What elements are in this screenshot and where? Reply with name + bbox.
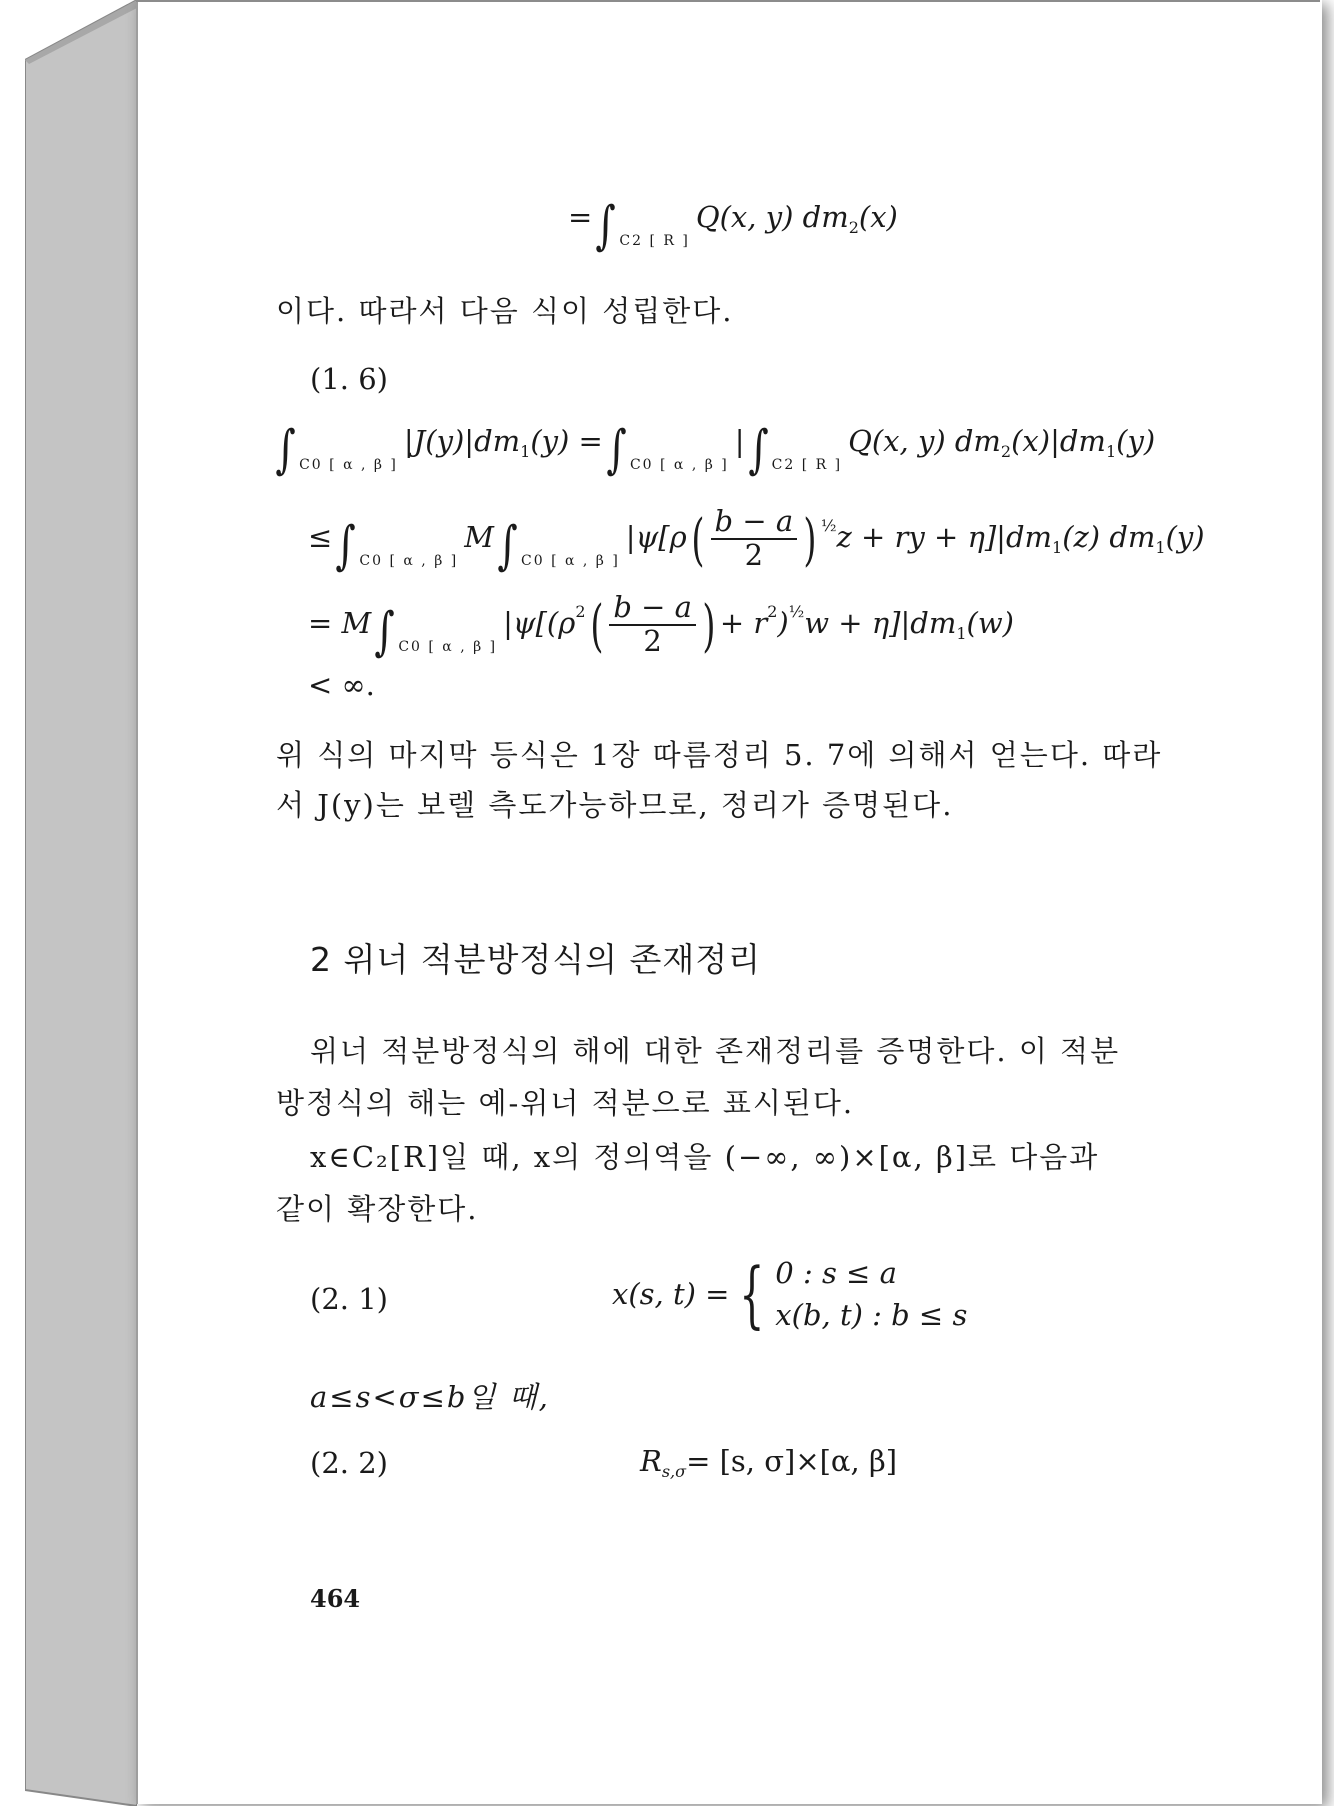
left-paren: (	[691, 507, 705, 573]
integral-domain: C0 [ α , β ]	[398, 638, 498, 655]
equation-label-2-1: (2. 1)	[310, 1282, 388, 1316]
paragraph-5: a≤s<σ≤b일 때,	[310, 1380, 550, 1414]
integral-sign: ∫	[275, 420, 296, 480]
term: |ψ[(ρ	[503, 605, 576, 640]
subscript: s,σ	[661, 1462, 687, 1481]
integral-sign: ∫	[747, 420, 769, 480]
integral-domain: C0 [ α , β ]	[299, 457, 398, 473]
subscript: 2	[848, 218, 859, 237]
integral-sign: ∫	[606, 420, 627, 480]
case-2: x(b, t) : b ≤ s	[775, 1298, 968, 1333]
term: (y) =	[530, 424, 603, 458]
fraction-numerator: b − a	[609, 592, 696, 626]
constant-m: M	[464, 519, 494, 554]
integral-domain: C2 [ R ]	[619, 233, 690, 249]
right-paren: )	[803, 507, 817, 573]
term: + r	[719, 605, 768, 640]
subscript: 1	[1155, 537, 1166, 557]
term: = M	[308, 605, 372, 640]
integral-domain: C2 [ R ]	[771, 457, 843, 473]
term: (x)|dm	[1011, 424, 1106, 458]
right-paren: )	[702, 593, 716, 659]
paragraph-2-line-1: 위 식의 마지막 등식은 1장 따름정리 5. 7에 의해서 얻는다. 따라	[276, 738, 1163, 772]
integrand: Q(x, y) dm	[695, 200, 849, 234]
section-heading: 2 위너 적분방정식의 존재정리	[310, 940, 762, 979]
equation-1-6-line-2	[308, 506, 1205, 576]
term: (w)	[966, 605, 1014, 640]
integrand-tail: (x)	[858, 200, 898, 234]
term: (y)	[1165, 519, 1205, 554]
integral-sign: ∫	[497, 515, 518, 576]
equation-1-6-line-1	[272, 420, 1155, 480]
integral-sign: ∫	[335, 515, 357, 576]
exponent: 2	[575, 601, 586, 621]
left-brace: {	[739, 1252, 765, 1337]
paragraph-2-line-2: 서 J(y)는 보렐 측도가능하므로, 정리가 증명된다.	[276, 788, 954, 822]
integral-domain: C0 [ α , β ]	[629, 457, 729, 473]
term: (z) dm	[1062, 519, 1156, 554]
term: |ψ[ρ	[625, 519, 687, 554]
fraction-numerator: b − a	[711, 506, 798, 540]
term: w + η]|dm	[804, 605, 957, 640]
page-number: 464	[310, 1584, 361, 1613]
subscript: 2	[1000, 442, 1012, 461]
equals-sign: =	[568, 200, 593, 234]
term: < ∞.	[308, 668, 375, 702]
paragraph-4-line-1: x∈C₂[R]일 때, x의 정의역을 (−∞, ∞)×[α, β]로 다음과	[310, 1140, 1100, 1174]
term: x(s, t) =	[612, 1277, 730, 1312]
term: (y)	[1116, 424, 1156, 458]
fraction-denominator: 2	[643, 623, 662, 658]
fraction	[609, 592, 696, 658]
leq-sign: ≤	[308, 519, 333, 554]
integral-domain: C0 [ α , β ]	[359, 552, 459, 569]
equation-top	[568, 196, 898, 256]
case-1: 0 : s ≤ a	[775, 1256, 897, 1290]
term: z + ry + η]|dm	[836, 519, 1053, 554]
page-top-edge	[136, 0, 1320, 2]
paragraph-3-line-1: 위너 적분방정식의 해에 대한 존재정리를 증명한다. 이 적분	[310, 1034, 1121, 1068]
cases	[775, 1252, 967, 1336]
term: )	[777, 605, 789, 640]
equation-2-2	[640, 1444, 897, 1481]
exponent: ½	[788, 601, 805, 621]
equation-label-2-2: (2. 2)	[310, 1446, 388, 1480]
fraction-denominator: 2	[744, 537, 764, 572]
equation-1-6-line-4	[308, 668, 375, 702]
equation-1-6-line-3	[308, 592, 1014, 662]
term: R	[640, 1444, 662, 1478]
subscript: 1	[520, 442, 531, 461]
equation-2-1	[612, 1252, 967, 1336]
subscript: 1	[956, 623, 967, 643]
subscript: 1	[1105, 442, 1117, 461]
term: = [s, σ]×[α, β]	[686, 1444, 898, 1478]
paragraph-1: 이다. 따라서 다음 식이 성립한다.	[276, 294, 734, 328]
paragraph-3-line-2: 방정식의 해는 예-위너 적분으로 표시된다.	[276, 1086, 855, 1120]
integral-domain: C0 [ α , β ]	[521, 552, 620, 569]
left-paren: (	[589, 593, 603, 659]
subscript: 1	[1052, 537, 1063, 557]
fraction	[711, 506, 798, 572]
paragraph-4-line-2: 같이 확장한다.	[276, 1192, 479, 1226]
integral-sign: ∫	[374, 601, 395, 662]
term: |J(y)|dm	[403, 424, 521, 458]
integral-sign: ∫	[595, 196, 617, 256]
book-spine	[25, 0, 137, 1806]
term: Q(x, y) dm	[848, 424, 1001, 458]
exponent: ½	[820, 515, 837, 535]
book-page	[136, 0, 1322, 1804]
term: |	[734, 424, 745, 458]
exponent: 2	[767, 601, 778, 621]
equation-label-1-6: (1. 6)	[310, 362, 388, 396]
